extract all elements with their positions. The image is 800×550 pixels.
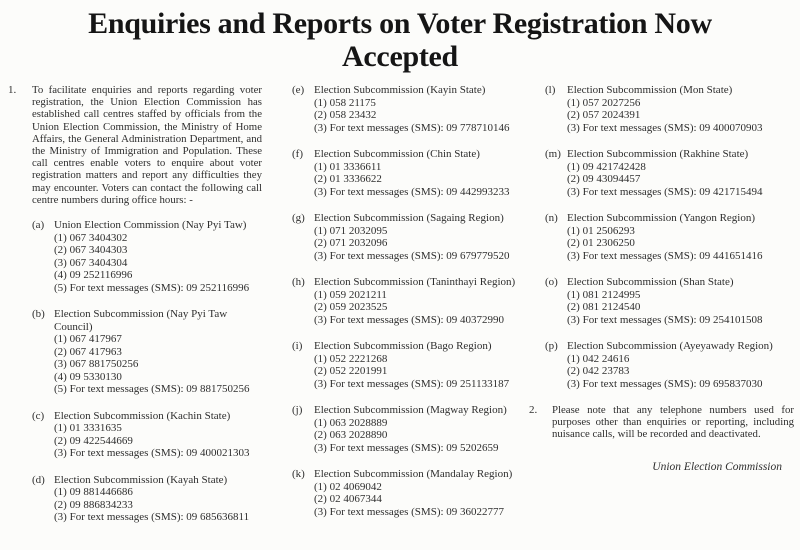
column-2: [292, 84, 537, 532]
columns-container: [0, 84, 800, 538]
entry-title: Election Subcommission (Sagaing Region): [314, 212, 504, 224]
phone-line: (3) For text messages (SMS): 09 441651416: [567, 249, 763, 262]
phone-line: (5) For text messages (SMS): 09 252116996: [54, 281, 250, 294]
page-title-line: Enquiries and Reports on Voter Registration Now: [88, 7, 712, 40]
subcommission-entry: [292, 340, 537, 390]
phone-line: (1) 081 2124995: [567, 288, 641, 301]
intro-text: To facilitate enquiries and reports regarding voter registration, the Union Election Commission has established call centres staffed by officials from the Union Election Commission, the Ministry of Home Affairs, the General Administration Department, and the Ministry of Immigration and Population. These call centres enable voters to enquire about voter registration matters and report any difficulties they may encounter. Voters can contact the following call centre numbers during office hours: -: [32, 84, 262, 206]
entry-label: (l): [545, 84, 556, 96]
phone-line: (2) 067 3404303: [54, 244, 128, 257]
phone-line: (2) 057 2024391: [567, 109, 641, 121]
entry-label: (o): [545, 276, 558, 288]
entry-head: [32, 308, 262, 333]
entry-title: Election Subcommission (Kachin State): [54, 409, 231, 422]
subcommission-entry: [32, 474, 262, 524]
phone-line: (1) 063 2028889: [314, 416, 388, 429]
phone-line: (1) 09 881446686: [54, 486, 133, 499]
phone-line: (1) 067 3404302: [54, 231, 128, 244]
phone-lines: [32, 422, 262, 460]
phone-line: (2) 058 23432: [314, 109, 377, 121]
entry-head: [292, 276, 537, 289]
entry-title: Election Subcommission (Bago Region): [314, 340, 492, 352]
column-3: [529, 84, 794, 473]
entry-title: Election Subcommission (Ayeyawady Region): [567, 340, 773, 352]
entry-list-col1: [32, 219, 262, 524]
phone-line: (1) 059 2021211: [314, 288, 387, 301]
phone-lines: [545, 97, 794, 135]
entry-head: [292, 404, 537, 417]
phone-lines: [292, 353, 537, 391]
phone-lines: [292, 481, 537, 519]
phone-line: (3) For text messages (SMS): 09 679779520: [314, 249, 510, 262]
subcommission-entry: [292, 212, 537, 262]
entry-label: (c): [32, 409, 45, 422]
phone-lines: [32, 333, 262, 396]
entry-title: Election Subcommission (Nay Pyi Taw Council): [54, 308, 228, 333]
subcommission-entry: [292, 468, 537, 518]
subcommission-entry: [292, 148, 537, 198]
phone-lines: [545, 161, 794, 199]
phone-line: (3) For text messages (SMS): 09 40372990: [314, 313, 505, 326]
phone-line: (1) 042 24616: [567, 352, 630, 365]
phone-line: (4) 09 5330130: [54, 370, 122, 383]
phone-lines: [292, 417, 537, 455]
phone-line: (2) 09 422544669: [54, 434, 133, 447]
entry-label: (e): [292, 84, 305, 96]
phone-line: (2) 01 2306250: [567, 237, 635, 249]
phone-line: (3) For text messages (SMS): 09 442993233: [314, 185, 510, 198]
entry-title: Union Election Commission (Nay Pyi Taw): [54, 219, 247, 232]
page-title: [0, 7, 800, 73]
phone-line: (3) For text messages (SMS): 09 36022777: [314, 505, 505, 518]
phone-line: (2) 09 43094457: [567, 173, 641, 185]
entry-label: (a): [32, 219, 45, 232]
phone-line: (3) For text messages (SMS): 09 778710146: [314, 121, 510, 134]
entry-label: (i): [292, 340, 303, 352]
subcommission-entry: [292, 84, 537, 134]
phone-lines: [292, 225, 537, 263]
phone-line: (1) 052 2221268: [314, 352, 388, 365]
page-title-line: Accepted: [342, 40, 458, 73]
note-number: 2.: [529, 404, 538, 416]
entry-list-col3: [545, 84, 794, 390]
note-paragraph: [529, 404, 794, 441]
intro-number: 1.: [8, 84, 17, 96]
subcommission-entry: [545, 84, 794, 134]
entry-title: Election Subcommission (Kayah State): [54, 473, 228, 486]
phone-line: (2) 059 2023525: [314, 301, 388, 313]
subcommission-entry: [545, 212, 794, 262]
entry-label: (j): [292, 404, 303, 416]
subcommission-entry: [32, 410, 262, 460]
phone-line: (1) 067 417967: [54, 333, 122, 346]
phone-line: (1) 071 2032095: [314, 224, 388, 237]
phone-line: (3) For text messages (SMS): 09 695837030: [567, 377, 763, 390]
phone-line: (3) For text messages (SMS): 09 5202659: [314, 441, 499, 454]
phone-line: (4) 09 252116996: [54, 269, 133, 282]
entry-label: (p): [545, 340, 558, 352]
note-text: Please note that any telephone numbers used for purposes other than enquiries or reporting, including nuisance calls, will be recorded and deactivated.: [552, 404, 794, 441]
entry-head: [32, 474, 262, 487]
phone-line: (3) For text messages (SMS): 09 251133187: [314, 377, 510, 390]
phone-line: (2) 01 3336622: [314, 173, 382, 185]
phone-line: (2) 081 2124540: [567, 301, 641, 313]
phone-lines: [292, 97, 537, 135]
entry-list-col2: [292, 84, 537, 518]
entry-head: [545, 212, 794, 225]
entry-label: (m): [545, 148, 561, 160]
subcommission-entry: [545, 340, 794, 390]
subcommission-entry: [545, 276, 794, 326]
phone-lines: [292, 161, 537, 199]
entry-label: (f): [292, 148, 303, 160]
subcommission-entry: [32, 219, 262, 294]
intro-paragraph: [8, 84, 262, 206]
column-1: [8, 84, 262, 538]
phone-line: (3) For text messages (SMS): 09 254101508: [567, 313, 763, 326]
phone-line: (3) For text messages (SMS): 09 400021303: [54, 447, 250, 460]
entry-title: Election Subcommission (Mandalay Region): [314, 468, 513, 480]
entry-title: Election Subcommission (Kayin State): [314, 84, 486, 96]
phone-lines: [545, 289, 794, 327]
phone-lines: [545, 225, 794, 263]
phone-line: (1) 01 3331635: [54, 422, 122, 435]
subcommission-entry: [292, 404, 537, 454]
phone-line: (1) 01 3336611: [314, 160, 382, 173]
phone-line: (2) 052 2201991: [314, 365, 388, 377]
entry-title: Election Subcommission (Chin State): [314, 148, 480, 160]
entry-head: [545, 340, 794, 353]
phone-line: (2) 09 886834233: [54, 498, 133, 511]
phone-lines: [32, 486, 262, 524]
entry-head: [292, 148, 537, 161]
entry-title: Election Subcommission (Rakhine State): [567, 148, 749, 160]
phone-lines: [545, 353, 794, 391]
entry-label: (b): [32, 308, 45, 321]
entry-head: [292, 468, 537, 481]
phone-line: (1) 057 2027256: [567, 96, 641, 109]
phone-line: (3) For text messages (SMS): 09 421715494: [567, 185, 763, 198]
entry-head: [32, 219, 262, 232]
phone-line: (3) 067 881750256: [54, 358, 139, 371]
phone-line: (2) 071 2032096: [314, 237, 388, 249]
phone-line: (2) 067 417963: [54, 345, 122, 358]
phone-line: (3) For text messages (SMS): 09 400070903: [567, 121, 763, 134]
entry-label: (h): [292, 276, 305, 288]
phone-line: (5) For text messages (SMS): 09 881750256: [54, 383, 250, 396]
entry-head: [545, 148, 794, 161]
phone-line: (1) 09 421742428: [567, 160, 646, 173]
subcommission-entry: [292, 276, 537, 326]
phone-line: (2) 063 2028890: [314, 429, 388, 441]
entry-label: (d): [32, 473, 45, 486]
entry-title: Election Subcommission (Yangon Region): [567, 212, 756, 224]
signature: Union Election Commission: [652, 460, 782, 473]
phone-line: (2) 042 23783: [567, 365, 630, 377]
entry-label: (g): [292, 212, 305, 224]
subcommission-entry: [545, 148, 794, 198]
phone-line: (2) 02 4067344: [314, 493, 382, 505]
entry-head: [292, 84, 537, 97]
entry-title: Election Subcommission (Taninthayi Region): [314, 276, 516, 288]
phone-line: (1) 01 2506293: [567, 224, 635, 237]
entry-title: Election Subcommission (Mon State): [567, 84, 733, 96]
entry-title: Election Subcommission (Shan State): [567, 276, 734, 288]
phone-line: (1) 058 21175: [314, 96, 376, 109]
entry-head: [545, 84, 794, 97]
entry-label: (k): [292, 468, 305, 480]
entry-label: (n): [545, 212, 558, 224]
phone-line: (3) For text messages (SMS): 09 685636811: [54, 511, 250, 524]
phone-lines: [292, 289, 537, 327]
entry-title: Election Subcommission (Magway Region): [314, 404, 507, 416]
entry-head: [292, 340, 537, 353]
entry-head: [32, 410, 262, 423]
entry-head: [545, 276, 794, 289]
subcommission-entry: [32, 308, 262, 396]
phone-line: (1) 02 4069042: [314, 480, 382, 493]
entry-head: [292, 212, 537, 225]
phone-lines: [32, 232, 262, 295]
phone-line: (3) 067 3404304: [54, 256, 128, 269]
